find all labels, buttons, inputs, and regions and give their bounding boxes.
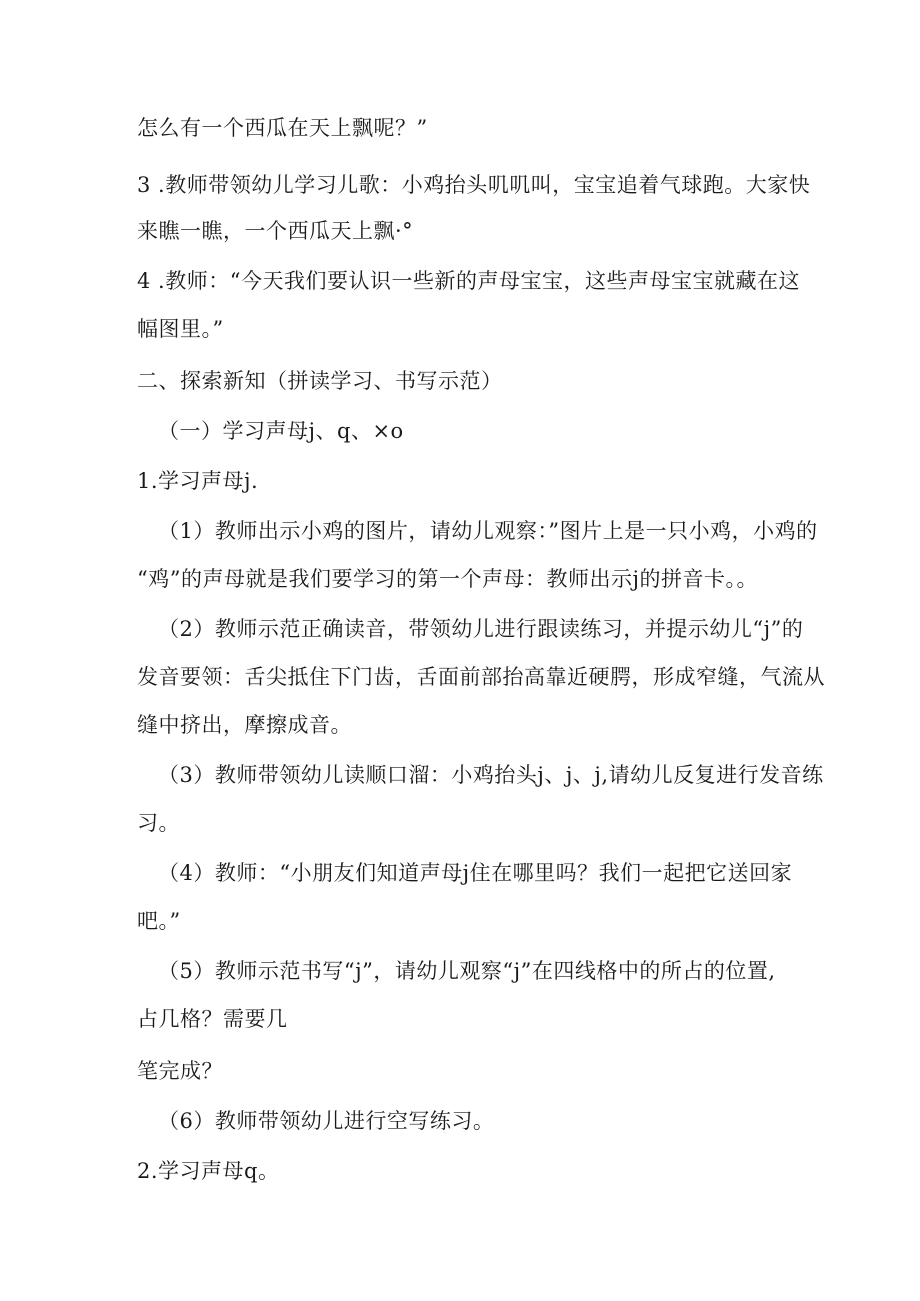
text-line: 占几格？需要几 [137, 1007, 288, 1031]
text-line: （6）教师带领幼儿进行空写练习。 [158, 1109, 495, 1133]
text-line: 发音要领：舌尖抵住下门齿，舌面前部抬高靠近硬腭，形成窄缝，气流从 [137, 665, 825, 689]
text-line: 缝中挤出，摩擦成音。 [137, 713, 352, 737]
text-line: 4 .教师：“今天我们要认识一些新的声母宝宝，这些声母宝宝就藏在这 [137, 269, 800, 293]
text-line: （5）教师示范书写“j”，请幼儿观察“j”在四线格中的所占的位置, [158, 959, 776, 983]
text-line: 习。 [137, 811, 180, 835]
item-heading: 2.学习声母q。 [137, 1159, 280, 1183]
text-line: “鸡”的声母就是我们要学习的第一个声母：教师出示j的拼音卡。。 [137, 567, 758, 591]
text-line: 3 .教师带领幼儿学习儿歌：小鸡抬头叽叽叫，宝宝追着气球跑。大家快 [137, 173, 811, 197]
text-line: （4）教师：“小朋友们知道声母j住在哪里吗？我们一起把它送回家 [158, 861, 793, 885]
text-line: 怎么有一个西瓜在天上飘呢？” [137, 116, 428, 140]
text-line: （2）教师示范正确读音，带领幼儿进行跟读练习，并提示幼儿“j”的 [158, 617, 804, 641]
section-heading: 二、探索新知（拼读学习、书写示范） [137, 369, 503, 393]
text-line: 吧。” [137, 909, 181, 933]
text-line: 来瞧一瞧，一个西瓜天上飘·° [137, 219, 414, 243]
text-line: （1）教师出示小鸡的图片，请幼儿观察：”图片上是一只小鸡，小鸡的 [158, 519, 818, 543]
text-line: 幅图里。” [137, 317, 224, 341]
item-heading: 1.学习声母j. [137, 469, 259, 493]
text-line: （3）教师带领幼儿读顺口溜：小鸡抬头j、j、j,请幼儿反复进行发音练 [158, 763, 824, 787]
text-line: 笔完成？ [137, 1059, 223, 1083]
subsection-heading: （一）学习声母j、q、×o [158, 419, 404, 443]
